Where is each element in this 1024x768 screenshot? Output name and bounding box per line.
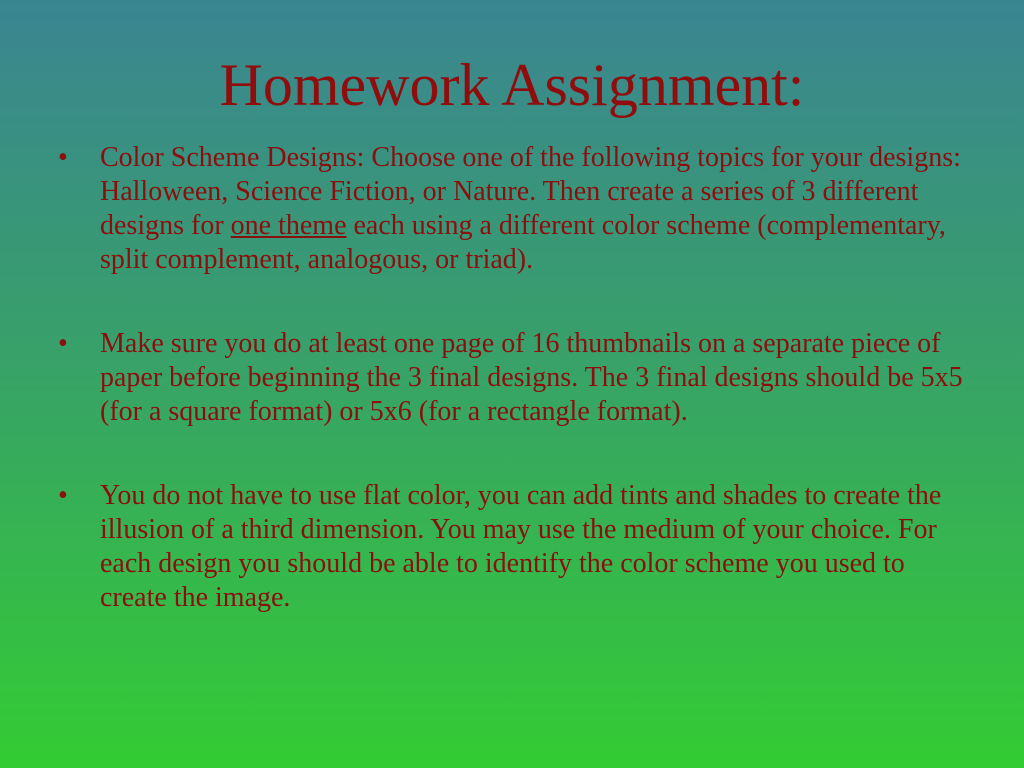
bullet-list <box>58 141 978 615</box>
bullet-1-text-start: Color Scheme Designs: Choose one of the following topics for your designs: Halloween, Science Fiction, or Nature. Then create a series of 3 different designs for <box>100 142 961 241</box>
bullet-icon: • <box>58 142 68 173</box>
bullet-2-text: Make sure you do at least one page of 16 thumbnails on a separate piece of paper before beginning the 3 final designs. The 3 final designs should be 5x5 (for a square format) or 5x6 (for a rectangle format). <box>100 328 963 427</box>
bullet-1-underlined-text: one theme <box>230 210 347 241</box>
bullet-3-text: You do not have to use flat color, you can add tints and shades to create the illusion of a third dimension. You may use the medium of your choice. For each design you should be able to identify the color scheme you used to create the image. <box>100 480 942 613</box>
bullet-item-1 <box>58 141 978 277</box>
bullet-item-2 <box>58 327 978 429</box>
slide-title: Homework Assignment: <box>219 52 805 118</box>
bullet-icon: • <box>58 328 68 359</box>
bullet-icon: • <box>58 480 68 511</box>
bullet-item-3 <box>58 479 978 615</box>
bullet-1-text-end: each using a different color scheme (complementary, split complement, analogous, or triad). <box>100 210 946 275</box>
